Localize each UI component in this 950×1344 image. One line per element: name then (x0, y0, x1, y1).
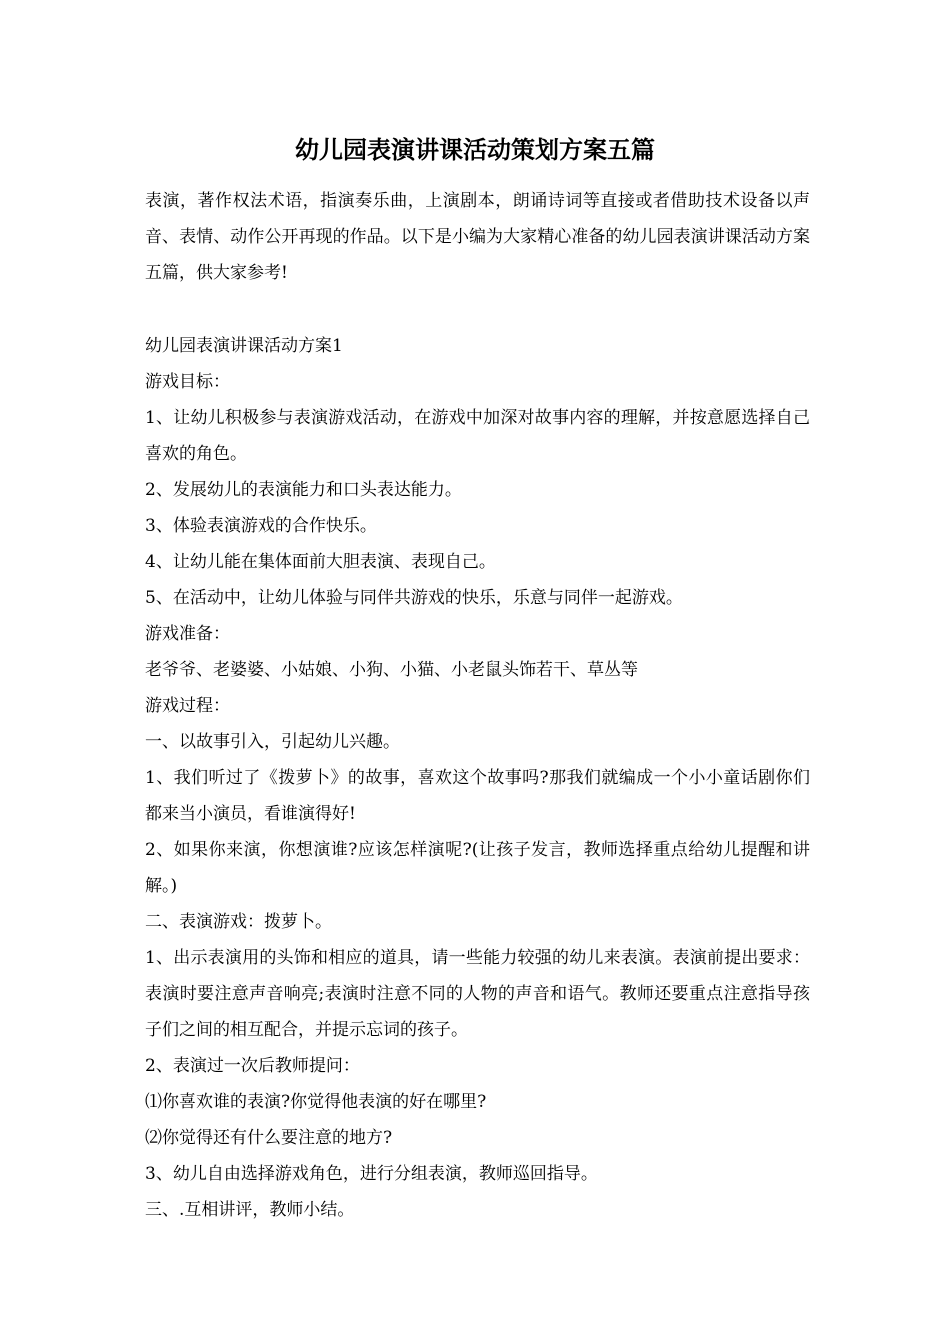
paragraph: 5、在活动中，让幼儿体验与同伴共游戏的快乐，乐意与同伴一起游戏。 (145, 588, 683, 608)
paragraph: 游戏过程： (145, 696, 230, 716)
section-heading: 幼儿园表演讲课活动方案1 (145, 336, 343, 356)
paragraph: ⑴你喜欢谁的表演?你觉得他表演的好在哪里? (145, 1092, 487, 1112)
paragraph: 游戏准备： (145, 624, 230, 644)
paragraph: 1、我们听过了《拨萝卜》的故事，喜欢这个故事吗?那我们就编成一个小小童话剧你们都来当小演员，看谁演得好! (145, 768, 810, 824)
paragraph: 2、表演过一次后教师提问： (145, 1056, 360, 1076)
paragraph: 游戏目标： (145, 372, 230, 392)
paragraph: 4、让幼儿能在集体面前大胆表演、表现自己。 (145, 552, 496, 572)
paragraph: 三、.互相讲评，教师小结。 (145, 1200, 355, 1220)
intro-paragraph: 表演，著作权法术语，指演奏乐曲，上演剧本，朗诵诗词等直接或者借助技术设备以声音、表情、动作公开再现的作品。以下是小编为大家精心准备的幼儿园表演讲课活动方案五篇，供大家参考! (145, 191, 810, 283)
paragraph: ⑵你觉得还有什么要注意的地方? (145, 1128, 393, 1148)
document-title: 幼儿园表演讲课活动策划方案五篇 (295, 135, 655, 164)
paragraph: 老爷爷、老婆婆、小姑娘、小狗、小猫、小老鼠头饰若干、草丛等 (145, 660, 638, 680)
paragraph: 一、以故事引入，引起幼儿兴趣。 (145, 732, 400, 752)
document-body (145, 328, 810, 1228)
paragraph: 2、如果你来演，你想演谁?应该怎样演呢?(让孩子发言，教师选择重点给幼儿提醒和讲解。) (145, 840, 810, 896)
paragraph: 2、发展幼儿的表演能力和口头表达能力。 (145, 480, 462, 500)
paragraph: 3、幼儿自由选择游戏角色，进行分组表演，教师巡回指导。 (145, 1164, 598, 1184)
paragraph: 1、让幼儿积极参与表演游戏活动，在游戏中加深对故事内容的理解，并按意愿选择自己喜欢的角色。 (145, 408, 810, 464)
paragraph: 二、表演游戏：拨萝卜。 (145, 912, 332, 932)
paragraph: 1、出示表演用的头饰和相应的道具，请一些能力较强的幼儿来表演。表演前提出要求：表演时要注意声音响亮;表演时注意不同的人物的声音和语气。教师还要重点注意指导孩子们之间的相互配合，并提示忘词的孩子。 (145, 948, 810, 1040)
paragraph: 3、体验表演游戏的合作快乐。 (145, 516, 377, 536)
